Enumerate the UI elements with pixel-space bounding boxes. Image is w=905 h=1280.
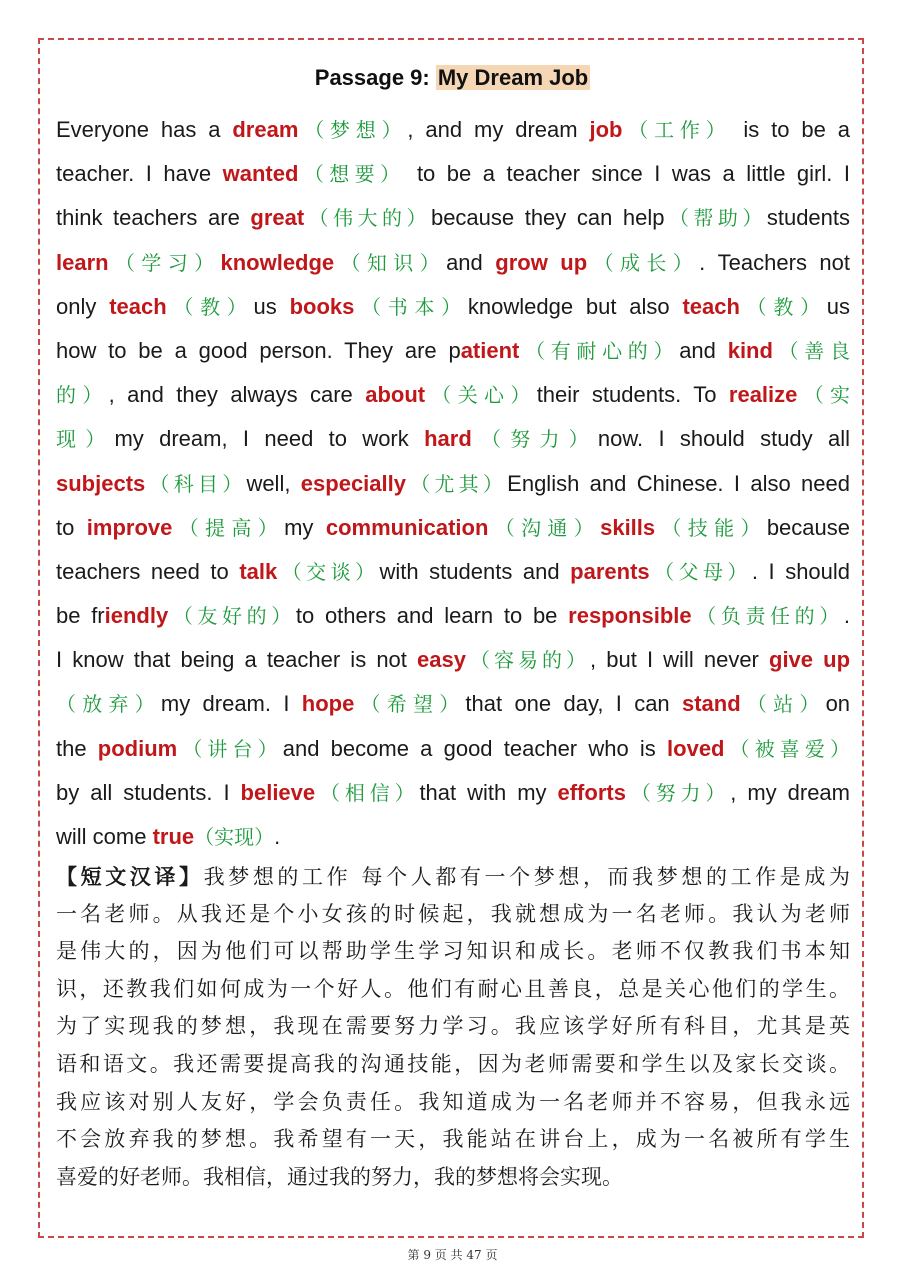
chinese-gloss: （学习） <box>108 250 221 275</box>
passage-text: their students. To <box>536 382 729 408</box>
passage-text: to be a teacher since I was a little girl. I <box>405 161 851 187</box>
passage-line <box>56 815 850 859</box>
translation-line <box>56 1159 850 1197</box>
keyword: efforts <box>557 779 626 805</box>
passage-text: only <box>56 293 110 319</box>
chinese-gloss: （关心） <box>425 383 537 408</box>
keyword: great <box>250 205 305 231</box>
passage-text: well, <box>246 470 301 496</box>
chinese-gloss: （相信） <box>315 780 420 805</box>
passage-line <box>56 550 850 594</box>
passage-text: my <box>284 514 326 540</box>
passage-text: that one day, I can <box>465 691 682 717</box>
passage-text: because they can help <box>430 205 665 231</box>
passage-text: Everyone has a <box>56 117 233 142</box>
translation-text: 我应该对别人友好，学会负责任。我知道成为一名老师并不容易，但我永远 <box>56 1089 850 1114</box>
keyword: about <box>365 382 426 408</box>
keyword: hard <box>424 426 472 452</box>
passage-text: be fr <box>56 603 105 629</box>
passage-line <box>56 373 850 417</box>
passage-line <box>56 108 850 152</box>
passage-text: us <box>253 293 290 319</box>
chinese-gloss: （希望） <box>354 692 466 717</box>
keyword: believe <box>240 779 316 805</box>
translation-line <box>56 896 850 934</box>
keyword: grow up <box>495 249 588 275</box>
keyword: true <box>152 824 195 849</box>
passage-text: how to be a good person. They are p <box>56 337 461 363</box>
translation-line <box>56 1121 850 1159</box>
translation-line <box>56 971 850 1009</box>
passage-text: on <box>825 691 851 717</box>
keyword: hope <box>301 691 355 717</box>
chinese-gloss: （工作） <box>622 118 732 142</box>
translation-text: 识，还教我们如何成为一个好人。他们有耐心且善良，总是关心他们的学生。 <box>56 976 850 1001</box>
keyword: realize <box>728 382 798 408</box>
chinese-gloss: （尤其） <box>405 471 508 496</box>
passage-line <box>56 152 850 196</box>
chinese-gloss: （教） <box>739 294 827 319</box>
passage-text: and <box>446 249 496 275</box>
keyword: atient <box>460 337 520 363</box>
chinese-gloss: （父母） <box>649 559 752 584</box>
keyword: dream <box>232 117 299 142</box>
passage-text: . <box>843 603 851 629</box>
passage-text: my dream. I <box>160 691 302 717</box>
passage-line <box>56 417 850 461</box>
keyword: teach <box>682 293 740 319</box>
chinese-gloss: （放弃） <box>56 692 161 717</box>
passage-text: because <box>766 514 850 540</box>
translation-text: 一名老师。从我还是个小女孩的时候起，我就想成为一名老师。我认为老师 <box>56 901 850 926</box>
keyword: responsible <box>568 603 692 629</box>
chinese-gloss: （交谈） <box>277 559 380 584</box>
passage-text: and become a good teacher who is <box>282 735 668 761</box>
keyword: parents <box>570 558 650 584</box>
keyword: teach <box>109 293 167 319</box>
passage-text: , but I will never <box>590 647 769 673</box>
passage-text: is to be a <box>731 117 851 142</box>
keyword: loved <box>667 735 725 761</box>
translation-body <box>56 858 850 1196</box>
passage-text: by all students. I <box>56 779 241 805</box>
passage-text: , and they always care <box>108 382 366 408</box>
chinese-gloss: （善良 <box>772 338 850 363</box>
translation-text: 语和语文。我还需要提高我的沟通技能，因为老师需要和学生以及家长交谈。 <box>56 1051 850 1076</box>
keyword: subjects <box>56 470 146 496</box>
passage-text: with students and <box>379 558 571 584</box>
keyword: learn <box>56 249 109 275</box>
chinese-gloss: （努力） <box>471 427 598 452</box>
passage-line <box>56 241 850 285</box>
keyword: iendly <box>104 603 169 629</box>
chinese-gloss: （教） <box>166 294 254 319</box>
chinese-gloss: （伟大的） <box>304 206 431 231</box>
chinese-gloss: （有耐心的） <box>519 338 680 363</box>
keyword: skills <box>600 514 656 540</box>
chinese-gloss: （提高） <box>172 515 285 540</box>
chinese-gloss: 现） <box>56 427 115 452</box>
passage-line <box>56 506 850 550</box>
passage-title-prefix: Passage 9: <box>314 65 436 90</box>
chinese-gloss: （沟通） <box>488 515 601 540</box>
keyword: especially <box>300 470 406 496</box>
chinese-gloss: （实现） <box>194 825 275 849</box>
translation-line <box>56 1084 850 1122</box>
chinese-gloss: （想要） <box>298 162 406 187</box>
chinese-gloss: （梦想） <box>298 118 408 142</box>
passage-text: teacher. I have <box>56 161 223 187</box>
passage-text: students <box>766 205 851 231</box>
translation-text: 是伟大的，因为他们可以帮助学生学习知识和成长。老师不仅教我们书本知 <box>56 939 850 964</box>
passage-line <box>56 594 850 638</box>
passage-text: and <box>679 337 728 363</box>
passage-text: to <box>56 514 87 540</box>
keyword: stand <box>682 691 741 717</box>
keyword: podium <box>97 735 178 761</box>
translation-text: 为了实现我的梦想，我现在需要努力学习。我应该学好所有科目，尤其是英 <box>56 1014 850 1039</box>
chinese-gloss: （站） <box>740 692 826 717</box>
passage-line <box>56 727 850 771</box>
keyword: job <box>589 117 623 142</box>
passage-text: . Teachers not <box>699 249 851 275</box>
keyword: give up <box>769 647 851 673</box>
chinese-gloss: （知识） <box>334 250 447 275</box>
passage-line <box>56 771 850 815</box>
passage-line <box>56 682 850 726</box>
keyword: books <box>289 293 355 319</box>
chinese-gloss: （实 <box>797 383 851 408</box>
translation-text: 不会放弃我的梦想。我希望有一天，我能站在讲台上，成为一名被所有学生 <box>56 1127 850 1152</box>
translation-text: 喜爱的好老师。我相信，通过我的努力，我的梦想将会实现。 <box>56 1164 623 1189</box>
chinese-gloss: （成长） <box>587 250 700 275</box>
keyword: kind <box>727 337 773 363</box>
page-footer: 第 9 页 共 47 页 <box>407 1248 498 1262</box>
chinese-gloss: 的） <box>56 383 109 408</box>
passage-line <box>56 196 850 240</box>
passage-text: I know that being a teacher is not <box>56 647 418 673</box>
chinese-gloss: （负责任的） <box>691 604 844 629</box>
passage-text: , and my dream <box>407 117 590 142</box>
passage-text: English and Chinese. I also need <box>507 470 850 496</box>
translation-label: 【短文汉译】 <box>56 864 204 889</box>
chinese-gloss: （容易的） <box>465 648 591 673</box>
passage-line <box>56 462 850 506</box>
keyword: talk <box>239 558 278 584</box>
chinese-gloss: （书本） <box>354 294 468 319</box>
chinese-gloss: （讲台） <box>177 736 283 761</box>
passage-title <box>0 60 905 96</box>
passage-text: us <box>826 293 851 319</box>
passage-text: knowledge but also <box>467 293 683 319</box>
passage-line <box>56 329 850 373</box>
translation-line <box>56 1046 850 1084</box>
passage-text: the <box>56 735 98 761</box>
translation-text: 我梦想的工作 每个人都有一个梦想，而我梦想的工作是成为 <box>203 865 850 889</box>
chinese-gloss: （技能） <box>655 515 767 540</box>
passage-line <box>56 285 850 329</box>
passage-text: will come <box>56 824 153 849</box>
keyword: communication <box>325 514 489 540</box>
chinese-gloss: （科目） <box>145 471 247 496</box>
passage-text: my dream, I need to work <box>114 426 425 452</box>
passage-text: teachers need to <box>56 558 240 584</box>
passage-text: now. I should study all <box>597 426 851 452</box>
passage-text: to others and learn to be <box>295 603 569 629</box>
passage-text: think teachers are <box>56 205 251 231</box>
translation-line <box>56 933 850 971</box>
translation-line <box>56 1008 850 1046</box>
passage-text: , my dream <box>730 779 850 805</box>
keyword: wanted <box>222 161 299 187</box>
keyword: improve <box>86 514 173 540</box>
keyword: easy <box>417 647 466 673</box>
passage-line <box>56 638 850 682</box>
passage-body <box>56 108 850 859</box>
chinese-gloss: （努力） <box>625 780 731 805</box>
translation-line <box>56 858 850 896</box>
passage-text: . I should <box>751 558 851 584</box>
keyword: knowledge <box>220 249 335 275</box>
passage-title-highlight: My Dream Job <box>437 65 589 90</box>
passage-text: . <box>274 824 281 849</box>
chinese-gloss: （被喜爱） <box>724 736 851 761</box>
chinese-gloss: （友好的） <box>168 604 296 629</box>
chinese-gloss: （帮助） <box>664 206 767 231</box>
passage-text: that with my <box>419 779 558 805</box>
